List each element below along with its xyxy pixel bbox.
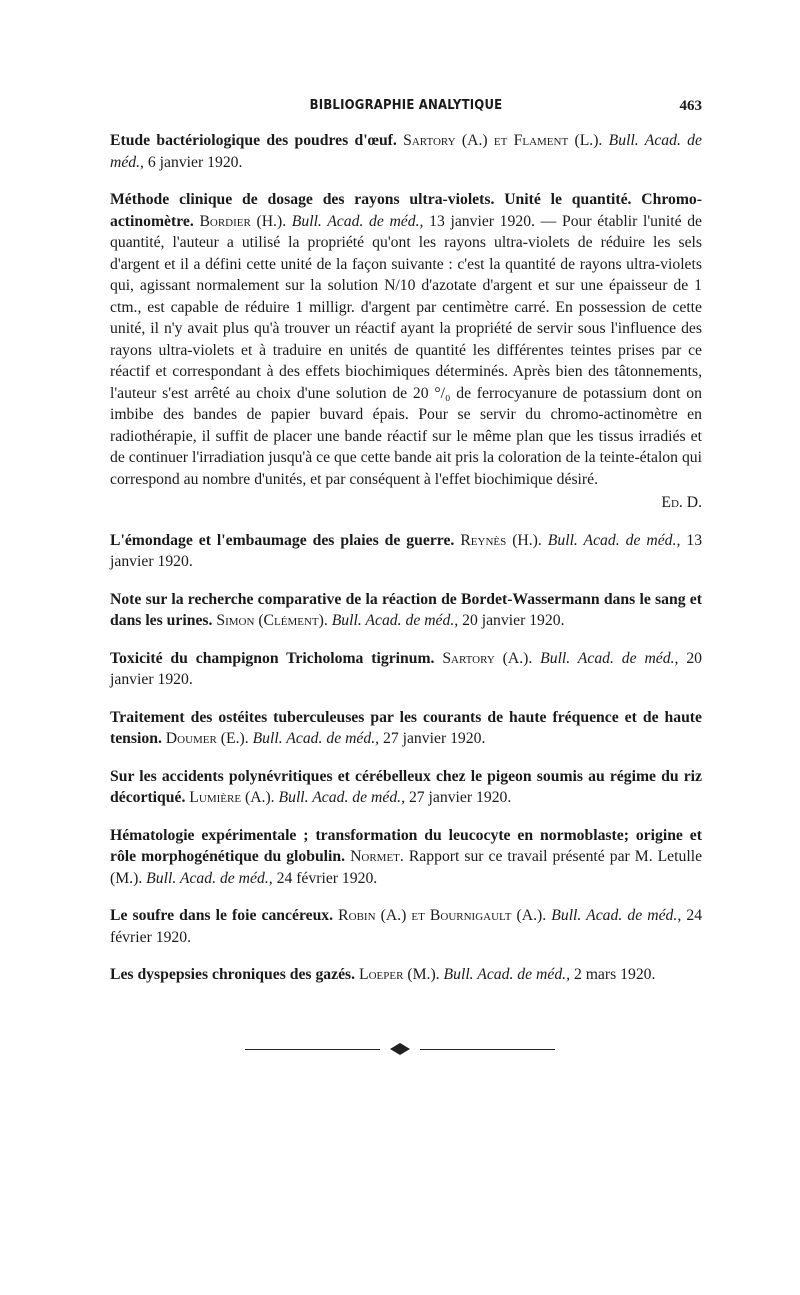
- entry-authors: Lumière (A.).: [189, 789, 275, 806]
- entry-title: L'émondage et l'embaumage des plaies de guerre.: [110, 531, 455, 549]
- entry-authors: Simon (Clément).: [216, 612, 328, 629]
- page-header: [110, 98, 702, 120]
- entry-authors: Reynès (H.).: [460, 531, 542, 549]
- bibliography-entry: [110, 189, 702, 514]
- entry-title: Sur les accidents polynévritiques et cérébelleux chez le pigeon soumis au régime du riz décortiqué.: [110, 767, 702, 806]
- bibliography-entry: [110, 707, 702, 750]
- entry-authors: Sartory (A.) et Flament (L.).: [403, 132, 603, 149]
- entry-title: Hématologie expérimentale ; transformation du leucocyte en normoblaste; origine et rôle morphogénétique du globulin.: [110, 826, 702, 865]
- entry-authors: Sartory (A.).: [442, 649, 533, 667]
- entry-authors: Doumer (E.).: [165, 730, 249, 747]
- ornament-rule-right: [420, 1049, 555, 1050]
- bibliography-entry: [110, 130, 702, 173]
- diamond-ornament-icon: [390, 1043, 410, 1055]
- entry-authors: Robin (A.) et Bournigault (A.).: [338, 907, 547, 924]
- entry-journal: Bull. Acad. de méd.,: [540, 649, 679, 667]
- entry-journal: Bull. Acad. de méd.,: [443, 966, 571, 983]
- entry-journal: Bull. Acad. de méd.,: [278, 789, 406, 806]
- entry-date: 6 janvier 1920.: [147, 153, 243, 171]
- entry-journal: Bull. Acad. de méd.,: [291, 212, 424, 230]
- entry-date: 2 mars 1920.: [573, 966, 656, 983]
- end-ornament: [245, 1043, 555, 1057]
- entry-title: Les dyspepsies chroniques des gazés.: [110, 966, 356, 983]
- bibliography-entry: [110, 964, 702, 986]
- entry-abstract: — Pour établir l'unité de quantité, l'auteur a utilisé la propriété qu'ont les rayons ultra-violets de réduire les sels d'argent et il a défini cette unité de la façon suivante : c'est la quantité de rayons ultra-violets qui, agissant normalement sur la solution N/10 d'azotate d'argent et sur une épaisseur de 1 ctm., est capable de réduire 1 milligr. d'argent par centimètre carré. En possession de cette unité, il n'y avait plus qu'à trouver un réactif ayant la propriété de servir sous l'influence des rayons ultra-violets et à traduire en unités de quantité les différentes teintes prises par ce réactif et correspondant à des effets biochimiques déterminés. Après bien des tâtonnements, l'auteur s'est arrêté au choix d'une solution de 20 °/₀ de ferrocyanure de potassium dont on imbibe des bandes de papier buvard épais. Pour se servir du chromo-actinomètre en radiothérapie, il suffit de placer une bande réactif sur le même plan que les tissus irradiés et de continuer l'irradiation jusqu'à ce que cette bande ait pris la coloration de la teinte-étalon qui correspond au nombre d'unités, et par conséquent à l'effet biochimique désiré.: [110, 212, 703, 488]
- bibliography-entry: [110, 766, 702, 809]
- entry-date: 20 janvier 1920.: [462, 612, 565, 629]
- entry-note: Rapport sur ce travail présenté par M. Letulle (M.).: [110, 848, 703, 887]
- entry-authors: Normet.: [350, 848, 404, 865]
- entry-date: 24 février 1920.: [110, 907, 703, 946]
- page-number: 463: [679, 98, 702, 114]
- entry-journal: Bull. Acad. de méd.,: [551, 907, 682, 924]
- entry-date: 27 janvier 1920.: [383, 730, 486, 747]
- entry-date: 13 janvier 1920.: [110, 531, 703, 570]
- entry-title: Traitement des ostéites tuberculeuses par les courants de haute fréquence et de haute tension.: [110, 708, 702, 747]
- bibliography-entry: [110, 530, 702, 573]
- entry-title: Note sur la recherche comparative de la réaction de Bordet-Wassermann dans le sang et dans les urines.: [110, 590, 702, 629]
- entry-authors: Loeper (M.).: [359, 966, 440, 983]
- entry-journal: Bull. Acad. de méd.,: [146, 869, 273, 887]
- entry-date: 24 février 1920.: [276, 869, 378, 887]
- entry-title: Le soufre dans le foie cancéreux.: [110, 907, 334, 924]
- entry-date: 13 janvier 1920.: [429, 212, 535, 230]
- entry-title: Méthode clinique de dosage des rayons ultra-violets. Unité le quantité. Chromo-actinomètre.: [110, 191, 702, 230]
- bibliography-entry: [110, 825, 702, 890]
- entry-title: Toxicité du champignon Tricholoma tigrinum.: [110, 649, 435, 667]
- entry-journal: Bull. Acad. de méd.,: [110, 132, 702, 171]
- bibliography-entry: [110, 905, 702, 948]
- entry-journal: Bull. Acad. de méd.,: [331, 612, 459, 629]
- bibliography-entry: [110, 648, 702, 691]
- entry-journal: Bull. Acad. de méd.,: [547, 531, 681, 549]
- running-head: BIBLIOGRAPHIE ANALYTIQUE: [309, 98, 503, 113]
- entry-authors: Bordier (H.).: [199, 212, 287, 230]
- bibliography-list: [110, 130, 702, 1002]
- entry-signature: Ed. D.: [661, 494, 702, 511]
- entry-journal: Bull. Acad. de méd.,: [252, 730, 380, 747]
- ornament-rule-left: [245, 1049, 380, 1050]
- bibliography-entry: [110, 589, 702, 632]
- entry-date: 20 janvier 1920.: [110, 649, 702, 688]
- entry-date: 27 janvier 1920.: [408, 789, 512, 806]
- entry-title: Etude bactériologique des poudres d'œuf.: [110, 132, 397, 149]
